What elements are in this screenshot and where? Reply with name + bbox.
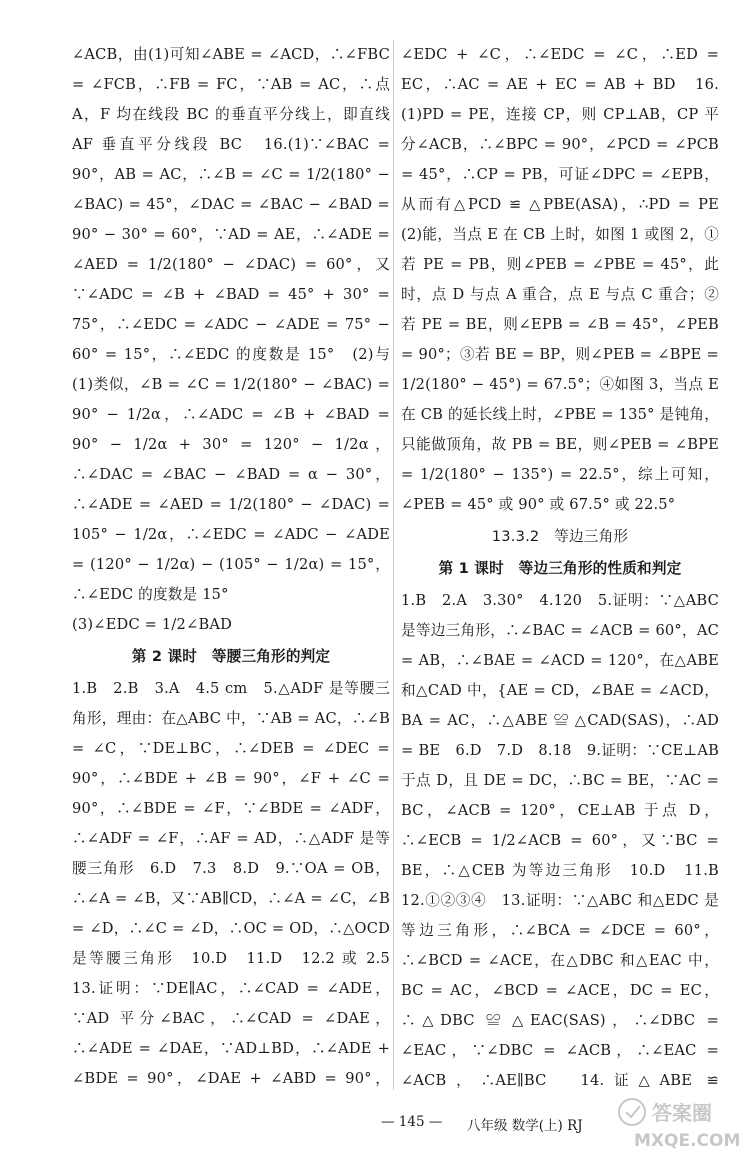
column-divider — [393, 40, 394, 1090]
site-watermark-logo — [612, 1090, 750, 1153]
left-paragraph-3: 1.B 2.B 3.A 4.5 cm 5.△ADF 是等腰三角形，理由：在△ABC 中，∵AB = AC，∴∠B = ∠C，∵DE⊥BC，∴∠DEB = ∠DEC = 90°，∴∠BDE + ∠B = 90°，∠F + ∠C = 90°，∴∠BDE = ∠F，∵∠BDE = ∠ADF，∴∠ADF = ∠F，∴AF = AD，∴△ADF 是等腰三角形 6.D 7.3 8.D 9.∵OA = OB，∴∠A = ∠B，又∵AB∥CD，∴∠A = ∠C，∠B = ∠D，∴∠C = ∠D，∴OC = OD，∴△OCD 是等腰三角形 10.D 11.D 12.2 或 2.5 13.证明：∵DE∥AC，∴∠CAD = ∠ADE，∵AD 平分∠BAC，∴∠CAD = ∠DAE，∴∠ADE = ∠DAE，∵AD⊥BD，∴∠ADE + ∠BDE = 90°，∠DAE + ∠ABD = 90°， — [72, 680, 390, 1087]
right-paragraph-1: ∠EDC + ∠C，∴∠EDC = ∠C，∴ED = EC，∴AC = AE + EC = AB + BD 16.(1)PD = PE，连接 CP，则 CP⊥AB，CP 平分∠ACB，∴∠BPC = 90°，∠PCD = ∠PCB = 45°，∴CP = PB，可证∠DPC = ∠EPB，从而有△PCD ≌ △PBE(ASA)，∴PD = PE (2)能，当点 E 在 CB 上时，如图 1 或图 2，①若 PE = PB，则∠PEB = ∠PBE = 45°，此时，点 D 与点 A 重合，点 E 与点 C 重合；②若 PE = BE，则∠EPB = ∠B = 45°，∠PEB = 90°；③若 BE = BP，则∠PEB = ∠BPE = 1/2(180° − 45°) = 67.5°；④如图 3，当点 E 在 CB 的延长线上时，∠PBE = 135° 是钝角，只能做顶角，故 PB = BE，则∠PEB = ∠BPE = 1/2(180° − 135°) = 22.5°，综上可知，∠PEB = 45° 或 90° 或 67.5° 或 22.5° — [401, 46, 719, 513]
right-paragraph-2: 1.B 2.A 3.30° 4.120 5.证明：∵△ABC 是等边三角形，∴∠BAC = ∠ACB = 60°，AC = AB，∴∠BAE = ∠ACD = 120°，在△ABE 和△CAD 中，{AE = CD，∠BAE = ∠ACD，BA = AC，∴△ABE ≌ △CAD(SAS)，∴AD = BE 6.D 7.D 8.18 9.证明：∵CE⊥AB 于点 D，且 DE = DC，∴BC = BE，∵AC = BC，∠ACB = 120°，CE⊥AB 于点 D，∴∠ECB = 1/2∠ACB = 60°，又∵BC = BE，∴△CEB 为等边三角形 10.D 11.B 12.①②③④ 13.证明：∵△ABC 和△EDC 是等边三角形，∴∠BCA = ∠DCE = 60°，∴∠BCD = ∠ACE，在△DBC 和△EAC 中，BC = AC，∠BCD = ∠ACE，DC = EC，∴△DBC ≌ △EAC(SAS)，∴∠DBC = ∠EAC，∵∠DBC = ∠ACB，∴∠EAC = ∠ACB，∴AE∥BC 14.证△ABE ≌ — [401, 592, 719, 1089]
section-heading-isosceles-judgment: 第 2 课时 等腰三角形的判定 — [131, 648, 331, 665]
right-column — [401, 40, 719, 1100]
left-paragraph-1: ∠ACB，由(1)可知∠ABE = ∠ACD，∴∠FBC = ∠FCB，∴FB = FC，∵AB = AC，∴点 A，F 均在线段 BC 的垂直平分线上，即直线 AF 垂直平分线段 BC 16.(1)∵∠BAC = 90°，AB = AC，∴∠B = ∠C = 1/2(180° − ∠BAC) = 45°，∠DAC = ∠BAC − ∠BAD = 90° − 30° = 60°，∵AD = AE，∴∠ADE = ∠AED = 1/2(180° − ∠DAC) = 60°，又∵∠ADC = ∠B + ∠BAD = 45° + 30° = 75°，∴∠EDC = ∠ADC − ∠ADE = 75° − 60° = 15°，∴∠EDC 的度数是 15° (2)与(1)类似，∠B = ∠C = 1/2(180° − ∠BAC) = 90° − 1/2α，∴∠ADC = ∠B + ∠BAD = 90° − 1/2α + 30° = 120° − 1/2α，∴∠DAC = ∠BAC − ∠BAD = α − 30°，∴∠ADE = ∠AED = 1/2(180° − ∠DAC) = 105° − 1/2α，∴∠EDC = ∠ADC − ∠ADE = (120° − 1/2α) − (105° − 1/2α) = 15°，∴∠EDC 的度数是 15° — [72, 46, 390, 603]
book-label: 八年级 数学(上) RJ — [467, 1118, 583, 1134]
left-paragraph-2: (3)∠EDC = 1/2∠BAD — [72, 616, 233, 633]
left-column — [72, 40, 390, 1100]
section-heading-equilateral: 13.3.2 等边三角形 — [491, 528, 629, 545]
svg-text:答案圈: 答案圈 — [652, 1101, 712, 1125]
page-number: — 145 — — [381, 1114, 443, 1130]
section-heading-equilateral-properties: 第 1 课时 等边三角形的性质和判定 — [438, 560, 682, 577]
svg-text:MXQE.COM: MXQE.COM — [634, 1131, 741, 1151]
